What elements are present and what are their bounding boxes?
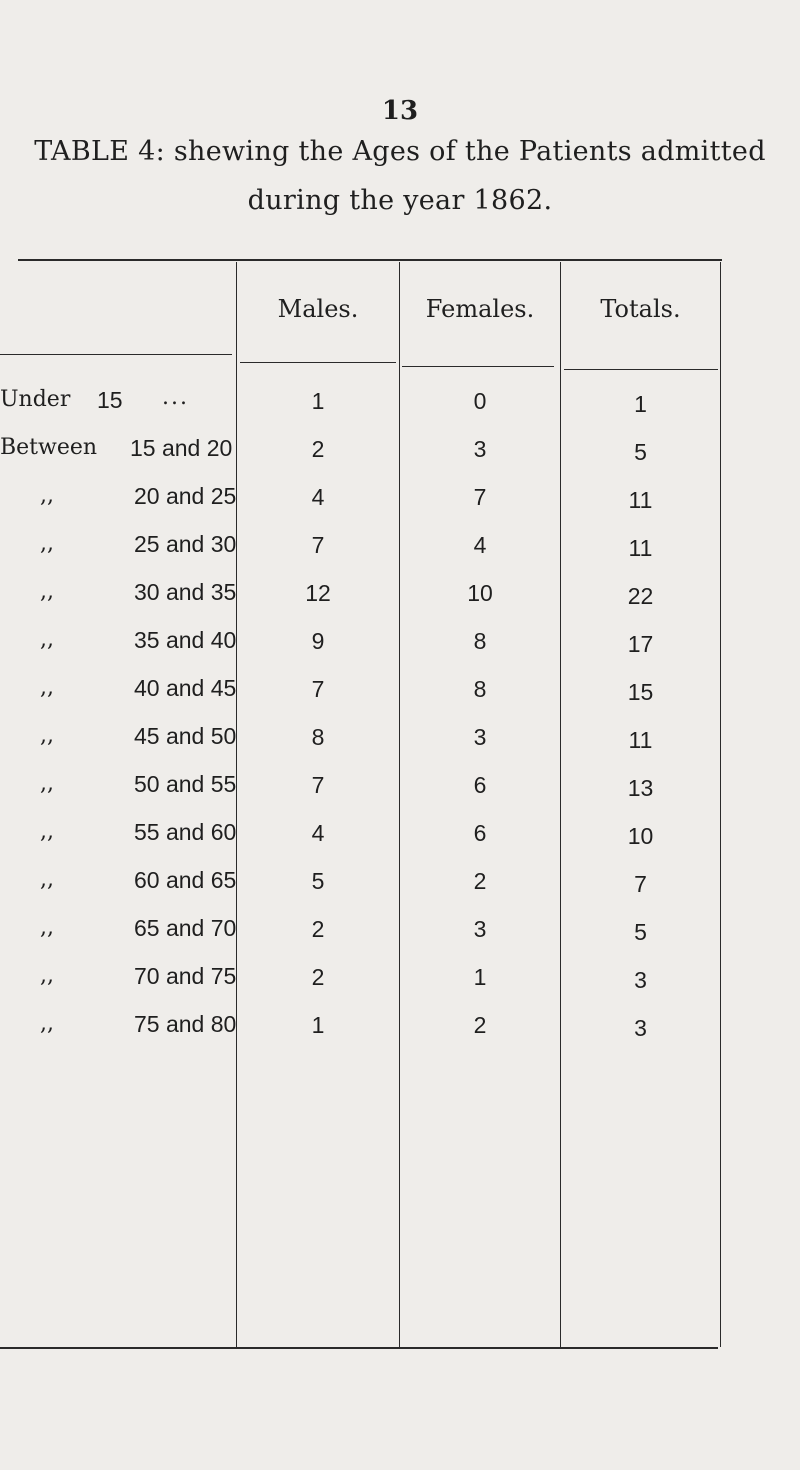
page-number: 13 — [381, 96, 419, 126]
females-value: 2 — [473, 868, 487, 894]
males-value: 7 — [311, 676, 325, 702]
row-prefix: ,, — [40, 819, 54, 844]
totals-value: 7 — [634, 871, 647, 897]
totals-value: 15 — [627, 679, 654, 705]
males-value: 1 — [311, 1012, 325, 1038]
row-leader-dots: ... — [162, 385, 189, 410]
males-value: 4 — [311, 484, 325, 510]
totals-value: 1 — [634, 391, 647, 417]
females-value: 8 — [473, 676, 487, 702]
row-prefix: ,, — [40, 579, 54, 604]
row-prefix: ,, — [40, 963, 54, 988]
totals-value: 10 — [627, 823, 654, 849]
totals-value: 17 — [627, 631, 654, 657]
males-value: 8 — [311, 724, 325, 750]
header-females: Females. — [425, 295, 535, 323]
totals-value: 3 — [634, 1015, 647, 1041]
females-value: 3 — [473, 436, 487, 462]
males-value: 2 — [311, 964, 325, 990]
row-age-range: 15 and 20 — [130, 435, 233, 461]
row-prefix: Under — [0, 387, 71, 412]
totals-value: 5 — [634, 439, 647, 465]
females-value: 4 — [473, 532, 487, 558]
row-age-range: 50 and 55 — [134, 771, 237, 797]
row-age-range: 30 and 35 — [134, 579, 237, 605]
table-top-rule — [18, 259, 722, 261]
row-prefix: ,, — [40, 915, 54, 940]
females-value: 1 — [473, 964, 487, 990]
row-age-range: 35 and 40 — [134, 627, 237, 653]
header-underline-females — [402, 366, 554, 367]
row-age-range: 45 and 50 — [134, 723, 237, 749]
totals-value: 3 — [634, 967, 647, 993]
totals-value: 13 — [627, 775, 654, 801]
row-prefix: Between — [0, 435, 98, 460]
males-value: 4 — [311, 820, 325, 846]
header-males: Males. — [277, 295, 359, 323]
males-value: 2 — [311, 916, 325, 942]
totals-value: 11 — [628, 727, 653, 753]
females-value: 2 — [473, 1012, 487, 1038]
row-prefix: ,, — [40, 771, 54, 796]
row-prefix: ,, — [40, 675, 54, 700]
females-value: 7 — [473, 484, 487, 510]
row-age-range: 25 and 30 — [134, 531, 237, 557]
males-value: 2 — [311, 436, 325, 462]
females-value: 3 — [473, 916, 487, 942]
column-divider-1 — [236, 262, 237, 1347]
row-age-range: 15 — [97, 387, 123, 413]
header-totals: Totals. — [600, 295, 681, 323]
row-prefix: ,, — [40, 1011, 54, 1036]
females-value: 8 — [473, 628, 487, 654]
row-age-range: 60 and 65 — [134, 867, 237, 893]
column-divider-2 — [399, 262, 400, 1347]
column-divider-3 — [560, 262, 561, 1347]
males-value: 5 — [311, 868, 325, 894]
males-value: 7 — [311, 532, 325, 558]
females-value: 3 — [473, 724, 487, 750]
row-prefix: ,, — [40, 483, 54, 508]
header-underline-males — [240, 362, 396, 363]
totals-value: 11 — [628, 487, 653, 513]
table-bottom-rule — [0, 1347, 718, 1349]
table-subtitle: during the year 1862. — [247, 185, 553, 216]
header-underline-totals — [564, 369, 718, 370]
row-age-range: 40 and 45 — [134, 675, 237, 701]
totals-value: 11 — [628, 535, 653, 561]
row-age-range: 75 and 80 — [134, 1011, 237, 1037]
females-value: 6 — [473, 772, 487, 798]
table-title: TABLE 4: shewing the Ages of the Patients admitted — [34, 136, 766, 167]
row-prefix: ,, — [40, 723, 54, 748]
row-age-range: 70 and 75 — [134, 963, 237, 989]
males-value: 1 — [311, 388, 325, 414]
females-value: 0 — [473, 388, 487, 414]
column-divider-right — [720, 262, 721, 1347]
males-value: 9 — [311, 628, 325, 654]
row-prefix: ,, — [40, 531, 54, 556]
totals-value: 22 — [627, 583, 654, 609]
row-prefix: ,, — [40, 867, 54, 892]
header-underline-label — [0, 354, 232, 355]
females-value: 10 — [467, 580, 493, 606]
row-age-range: 65 and 70 — [134, 915, 237, 941]
males-value: 7 — [311, 772, 325, 798]
row-prefix: ,, — [40, 627, 54, 652]
totals-value: 5 — [634, 919, 647, 945]
row-age-range: 20 and 25 — [134, 483, 237, 509]
females-value: 6 — [473, 820, 487, 846]
row-age-range: 55 and 60 — [134, 819, 237, 845]
males-value: 12 — [305, 580, 331, 606]
